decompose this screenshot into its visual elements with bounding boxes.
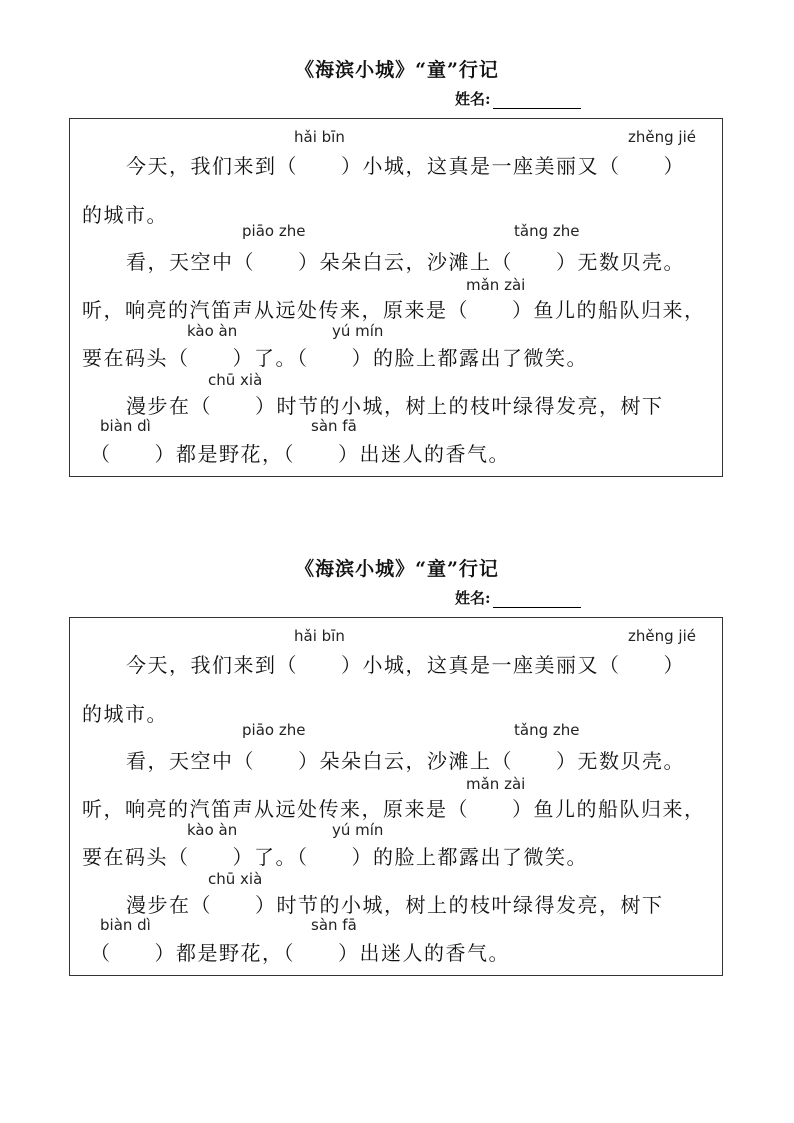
text-line: 要在码头（ ）了。（ ）的脸上都露出了微笑。 <box>82 845 588 869</box>
text-line: 漫步在（ ）时节的小城，树上的枝叶绿得发亮，树下 <box>126 893 664 917</box>
pinyin-hint: sàn fā <box>311 916 357 934</box>
name-blank[interactable] <box>493 593 581 608</box>
text-line: 的城市。 <box>82 702 168 726</box>
name-field <box>455 587 581 608</box>
worksheet-2 <box>0 499 794 999</box>
pinyin-hint: tǎng zhe <box>514 222 580 240</box>
exercise-box <box>69 118 723 477</box>
pinyin-hint: biàn dì <box>100 417 151 435</box>
pinyin-hint: chū xià <box>208 371 263 389</box>
pinyin-hint: zhěng jié <box>628 627 696 645</box>
pinyin-hint: piāo zhe <box>242 222 306 240</box>
pinyin-hint: hǎi bīn <box>294 128 345 146</box>
text-line: 要在码头（ ）了。（ ）的脸上都露出了微笑。 <box>82 346 588 370</box>
pinyin-hint: yú mín <box>332 821 384 839</box>
pinyin-hint: piāo zhe <box>242 721 306 739</box>
worksheet-title: 《海滨小城》“童”行记 <box>295 59 499 81</box>
text-line: （ ）都是野花，（ ）出迷人的香气。 <box>90 941 510 965</box>
pinyin-hint: chū xià <box>208 870 263 888</box>
text-line: 的城市。 <box>82 203 168 227</box>
pinyin-hint: mǎn zài <box>466 276 526 294</box>
text-line: 今天，我们来到（ ）小城，这真是一座美丽又（ ） <box>126 154 685 178</box>
name-blank[interactable] <box>493 94 581 109</box>
pinyin-hint: hǎi bīn <box>294 627 345 645</box>
pinyin-hint: kào àn <box>187 322 238 340</box>
text-line: （ ）都是野花，（ ）出迷人的香气。 <box>90 442 510 466</box>
text-line: 今天，我们来到（ ）小城，这真是一座美丽又（ ） <box>126 653 685 677</box>
pinyin-hint: mǎn zài <box>466 775 526 793</box>
worksheet-title: 《海滨小城》“童”行记 <box>295 558 499 580</box>
pinyin-hint: biàn dì <box>100 916 151 934</box>
pinyin-hint: zhěng jié <box>628 128 696 146</box>
text-line: 漫步在（ ）时节的小城，树上的枝叶绿得发亮，树下 <box>126 394 664 418</box>
text-line: 看，天空中（ ）朵朵白云，沙滩上（ ）无数贝壳。 <box>126 749 685 773</box>
exercise-box <box>69 617 723 976</box>
name-field <box>455 88 581 109</box>
pinyin-hint: kào àn <box>187 821 238 839</box>
pinyin-hint: tǎng zhe <box>514 721 580 739</box>
text-line: 听，响亮的汽笛声从远处传来，原来是（ ）鱼儿的船队归来， <box>82 797 706 821</box>
worksheet-1 <box>0 0 794 500</box>
text-line: 看，天空中（ ）朵朵白云，沙滩上（ ）无数贝壳。 <box>126 250 685 274</box>
name-label: 姓名: <box>455 90 491 108</box>
text-line: 听，响亮的汽笛声从远处传来，原来是（ ）鱼儿的船队归来， <box>82 298 706 322</box>
pinyin-hint: yú mín <box>332 322 384 340</box>
pinyin-hint: sàn fā <box>311 417 357 435</box>
name-label: 姓名: <box>455 589 491 607</box>
